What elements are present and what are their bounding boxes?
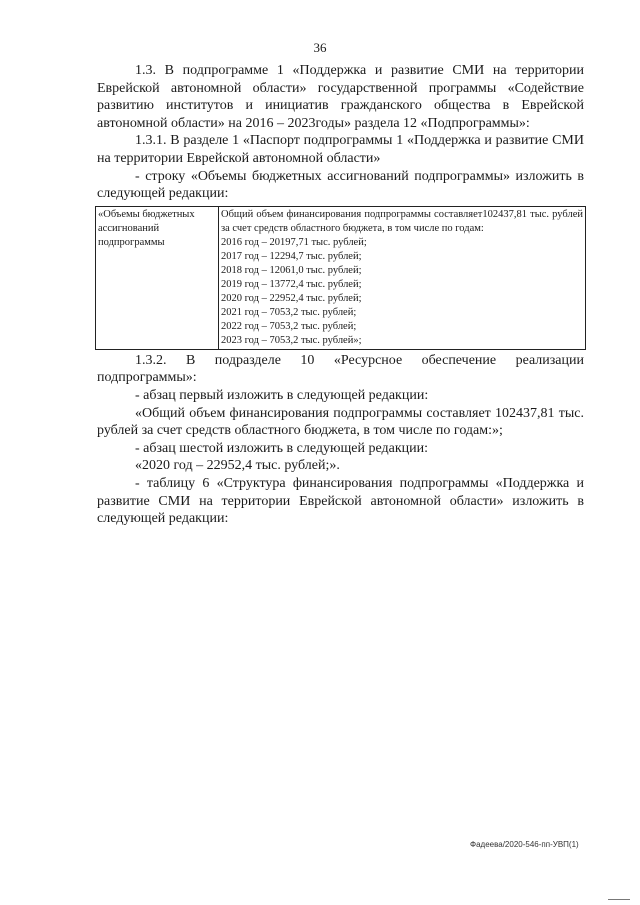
paragraph-budget-row-instruction: - строку «Объемы бюджетных ассигнований подпрограммы» изложить в следующей редакции: bbox=[97, 168, 584, 202]
table-row bbox=[96, 206, 586, 349]
paragraph-table-6-instruction: - таблицу 6 «Структура финансирования подпрограммы «Поддержка и развитие СМИ на территории Еврейской автономной области» изложить в следующей редакции: bbox=[97, 475, 584, 527]
paragraph-sixth-abzac-text: «2020 год – 22952,4 тыс. рублей;». bbox=[135, 458, 340, 474]
year-line: 2019 год – 13772,4 тыс. рублей; bbox=[221, 278, 362, 290]
paragraph-first-abzac-instruction: - абзац первый изложить в следующей редакции: bbox=[135, 387, 429, 403]
table-label-cell: «Объемы бюджетных ассигнований подпрограммы bbox=[96, 206, 219, 349]
paragraph-sixth-abzac-instruction: - абзац шестой изложить в следующей редакции: bbox=[135, 440, 428, 456]
table-value-cell bbox=[219, 206, 586, 349]
budget-allocations-table bbox=[95, 206, 586, 350]
year-line: 2022 год – 7053,2 тыс. рублей; bbox=[221, 320, 357, 332]
scan-edge-mark bbox=[608, 893, 630, 900]
year-line: 2023 год – 7053,2 тыс. рублей»; bbox=[221, 334, 362, 346]
paragraph-first-abzac-text: «Общий объем финансирования подпрограммы составляет 102437,81 тыс. рублей за счет средств областного бюджета, в том числе по годам:»; bbox=[97, 405, 584, 439]
passport-table-wrapper bbox=[95, 206, 586, 350]
year-line: 2021 год – 7053,2 тыс. рублей; bbox=[221, 306, 357, 318]
year-line: 2020 год – 22952,4 тыс. рублей; bbox=[221, 292, 362, 304]
year-line: 2016 год – 20197,71 тыс. рублей; bbox=[221, 236, 367, 248]
year-line: 2018 год – 12061,0 тыс. рублей; bbox=[221, 264, 362, 276]
paragraph-1-3: 1.3. В подпрограмме 1 «Поддержка и развитие СМИ на территории Еврейской автономной области» государственной программы «Содействие развитию институтов и инициатив гражданского общества в Еврейской автономной области» на 2016 – 2023годы» раздела 12 «Подпрограммы»: bbox=[97, 63, 584, 131]
footer-document-code: Фадеева/2020-546-пп-УВП(1) bbox=[470, 840, 579, 849]
page-number: 36 bbox=[313, 40, 327, 55]
year-line: 2017 год – 12294,7 тыс. рублей; bbox=[221, 250, 362, 262]
funding-intro-text: Общий объем финансирования подпрограммы составляет102437,81 тыс. рублей за счет средств областного бюджета, в том числе по годам: bbox=[221, 208, 583, 234]
paragraph-1-3-2: 1.3.2. В подразделе 10 «Ресурсное обеспечение реализации подпрограммы»: bbox=[97, 352, 584, 386]
document-body bbox=[97, 62, 584, 528]
paragraph-1-3-1: 1.3.1. В разделе 1 «Паспорт подпрограммы 1 «Поддержка и развитие СМИ на территории Еврейской автономной области» bbox=[97, 133, 584, 166]
